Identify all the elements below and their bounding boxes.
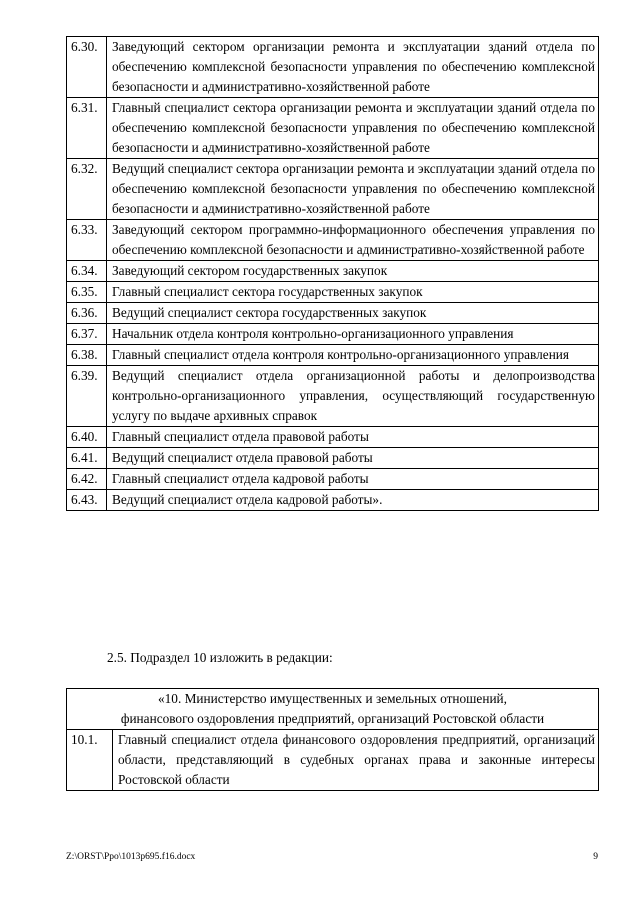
row-number: 6.36.	[67, 303, 107, 324]
page-number: 9	[593, 852, 598, 862]
position-title: Главный специалист сектора государственных закупок	[107, 282, 599, 303]
section-10-table	[66, 688, 599, 791]
row-number: 10.1.	[67, 730, 113, 791]
row-number: 6.39.	[67, 366, 107, 427]
table-row	[67, 220, 599, 261]
row-number: 6.43.	[67, 490, 107, 511]
table-row	[67, 282, 599, 303]
table-row	[67, 261, 599, 282]
table-row	[67, 490, 599, 511]
table-row	[67, 469, 599, 490]
table-row	[67, 324, 599, 345]
section-heading-line: финансового оздоровления предприятий, организаций Ростовской области	[120, 711, 545, 726]
position-title: Заведующий сектором государственных закупок	[107, 261, 599, 282]
table-row	[67, 98, 599, 159]
position-title: Главный специалист отдела правовой работы	[107, 427, 599, 448]
row-number: 6.33.	[67, 220, 107, 261]
row-number: 6.41.	[67, 448, 107, 469]
row-number: 6.42.	[67, 469, 107, 490]
row-number: 6.30.	[67, 37, 107, 98]
table-row	[67, 730, 599, 791]
position-title: Ведущий специалист сектора организации ремонта и эксплуатации зданий отдела по обеспечению комплексной безопасности управления по обеспечению комплексной безопасности и административно-хозяйственной работе	[107, 159, 599, 220]
row-number: 6.35.	[67, 282, 107, 303]
table-row	[67, 366, 599, 427]
table-row	[67, 345, 599, 366]
row-number: 6.40.	[67, 427, 107, 448]
position-title: Ведущий специалист отдела организационной работы и делопроизводства контрольно-организационного управления, осуществляющий государственную услугу по выдаче архивных справок	[107, 366, 599, 427]
positions-table	[66, 36, 599, 511]
section-heading-row	[67, 689, 599, 730]
table-row	[67, 159, 599, 220]
position-title: Главный специалист сектора организации ремонта и эксплуатации зданий отдела по обеспечению комплексной безопасности управления по обеспечению комплексной безопасности и административно-хозяйственной работе	[107, 98, 599, 159]
table-row	[67, 448, 599, 469]
table-row	[67, 427, 599, 448]
position-title: Главный специалист отдела кадровой работы	[107, 469, 599, 490]
row-number: 6.37.	[67, 324, 107, 345]
table-row	[67, 37, 599, 98]
position-title: Начальник отдела контроля контрольно-организационного управления	[107, 324, 599, 345]
row-number: 6.31.	[67, 98, 107, 159]
position-title: Ведущий специалист отдела правовой работы	[107, 448, 599, 469]
section-heading	[67, 689, 599, 730]
position-title: Ведущий специалист сектора государственных закупок	[107, 303, 599, 324]
position-title: Главный специалист отдела контроля контрольно-организационного управления	[107, 345, 599, 366]
row-number: 6.34.	[67, 261, 107, 282]
footer-file-path: Z:\ORST\Ppo\1013p695.f16.docx	[66, 852, 196, 862]
position-title: Заведующий сектором организации ремонта и эксплуатации зданий отдела по обеспечению комплексной безопасности управления по обеспечению комплексной безопасности и административно-хозяйственной работе	[107, 37, 599, 98]
section-heading-line: «10. Министерство имущественных и земельных отношений,	[158, 691, 507, 706]
position-title: Главный специалист отдела финансового оздоровления предприятий, организаций области, представляющий в судебных органах права и законные интересы Ростовской области	[113, 730, 599, 791]
position-title: Заведующий сектором программно-информационного обеспечения управления по обеспечению комплексной безопасности и административно-хозяйственной работе	[107, 220, 599, 261]
table-row	[67, 303, 599, 324]
amendment-paragraph: 2.5. Подраздел 10 изложить в редакции:	[107, 650, 333, 665]
row-number: 6.38.	[67, 345, 107, 366]
row-number: 6.32.	[67, 159, 107, 220]
position-title: Ведущий специалист отдела кадровой работы».	[107, 490, 599, 511]
